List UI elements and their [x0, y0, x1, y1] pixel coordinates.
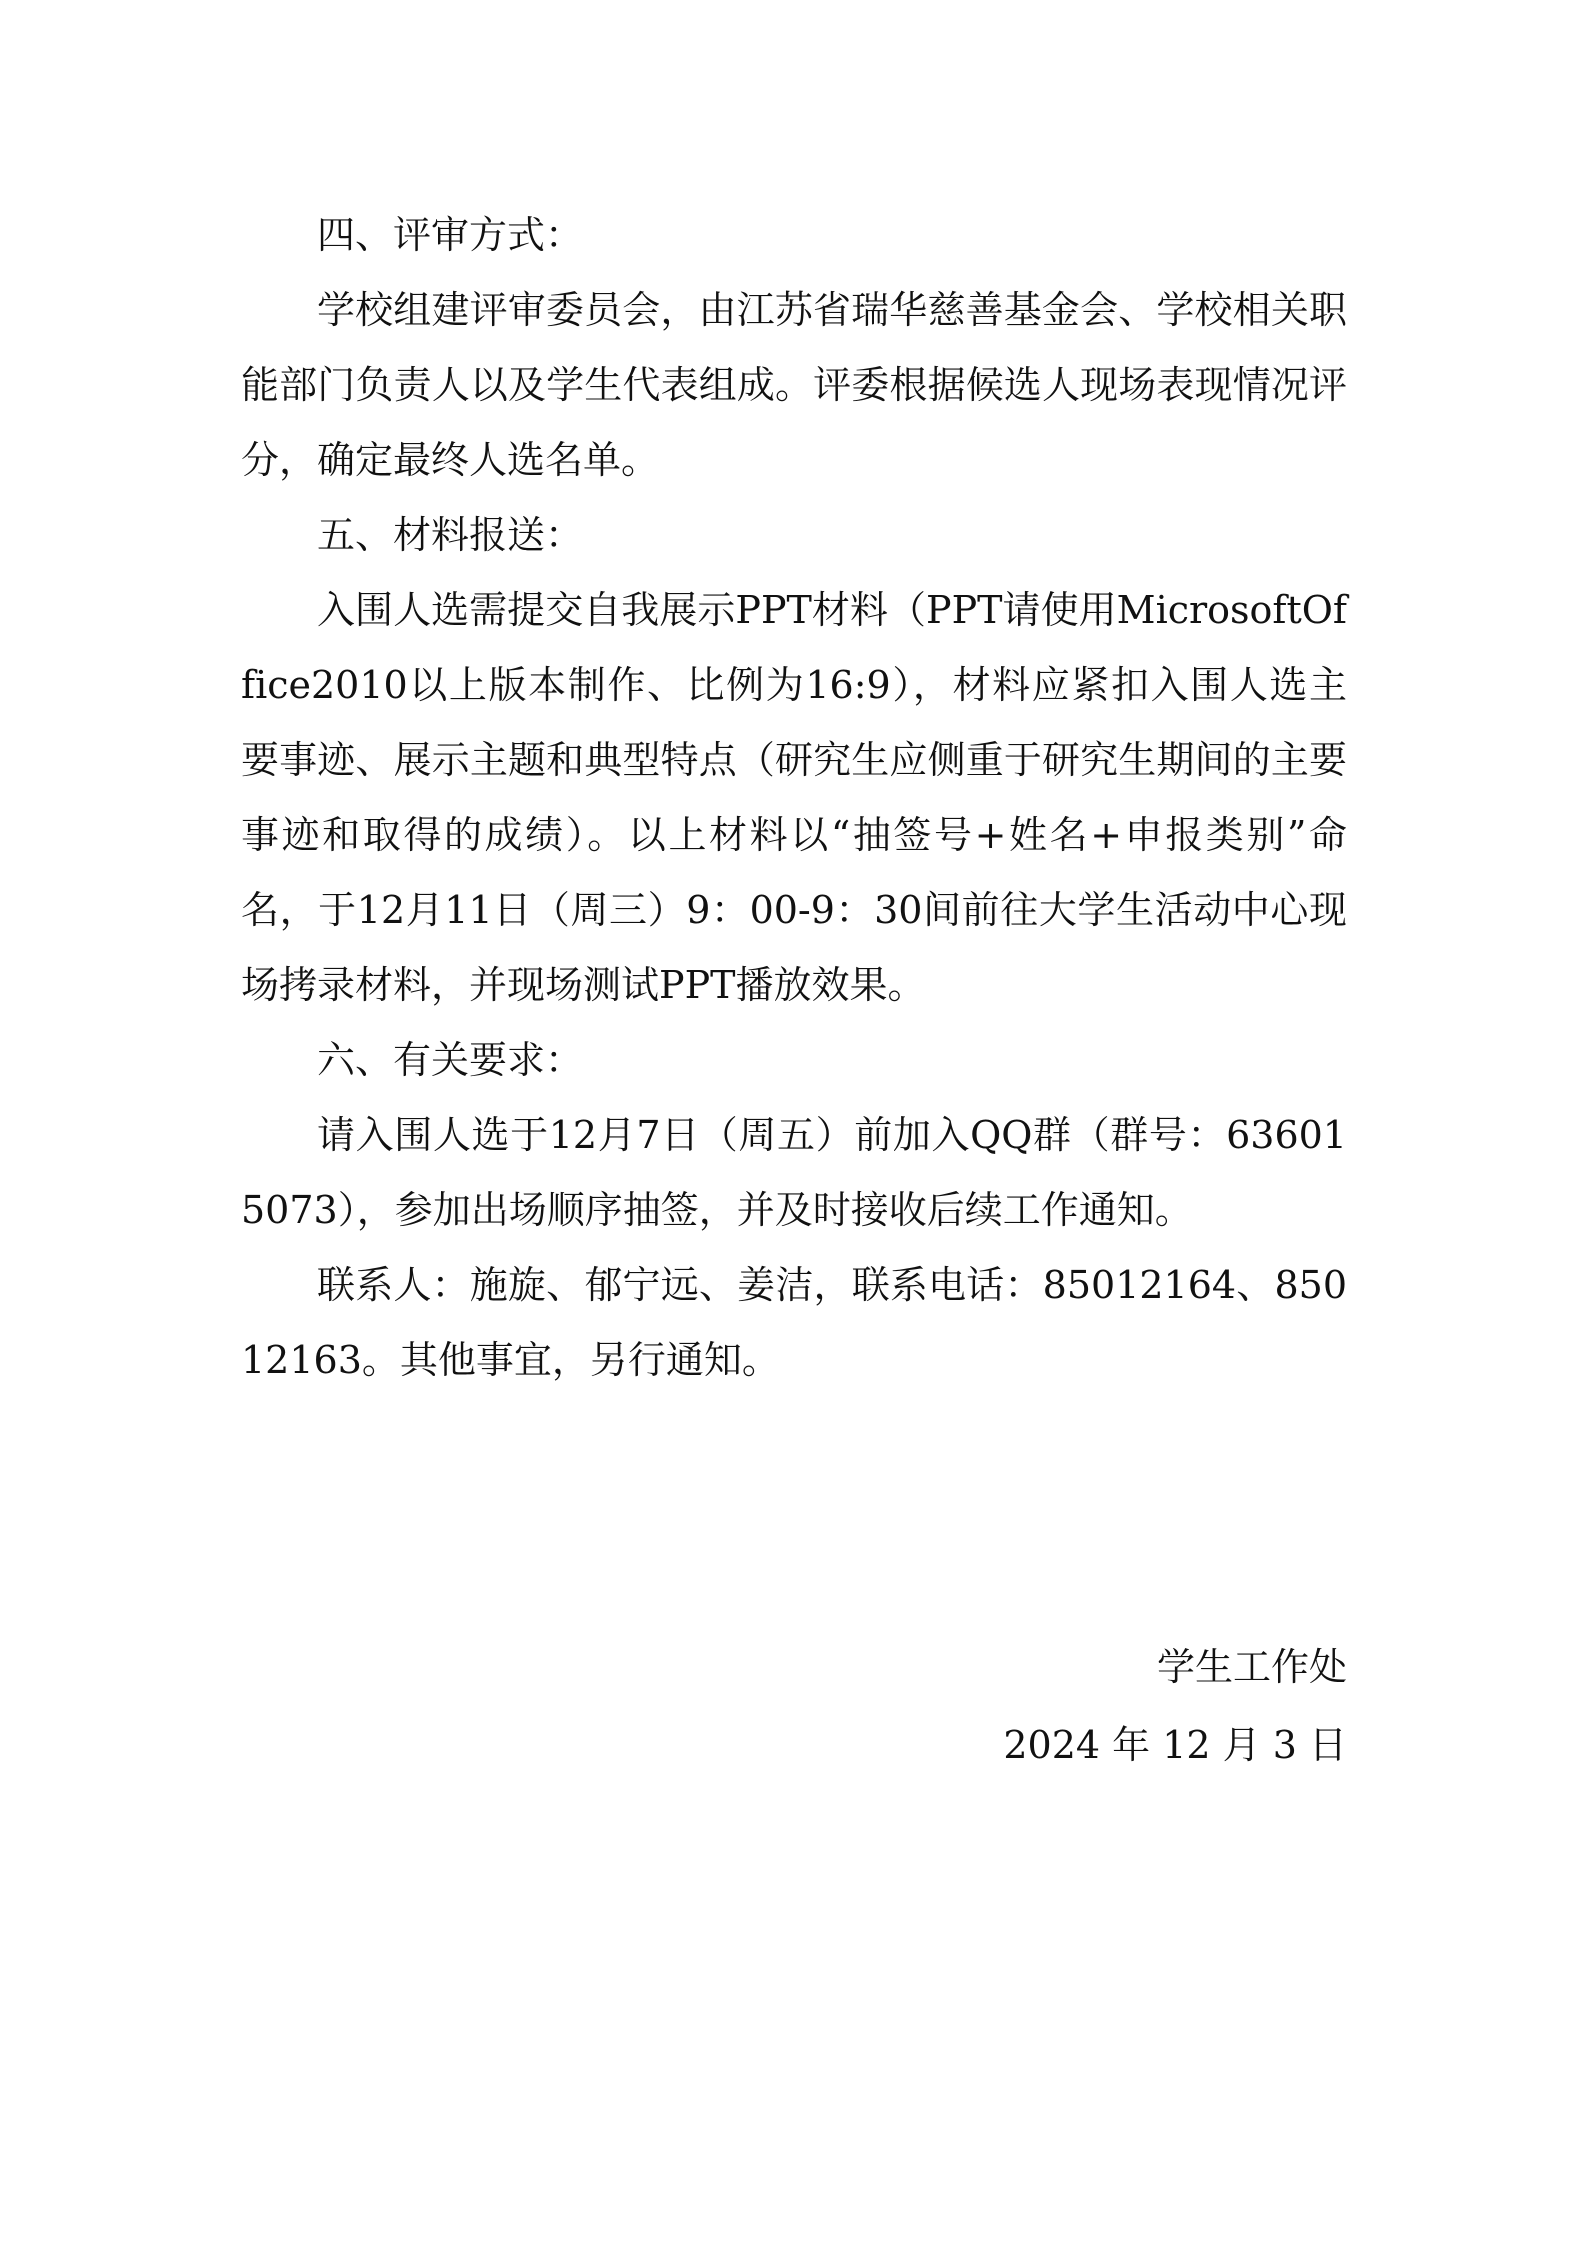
- contact-paragraph: 联系人：施旋、郁宁远、姜洁，联系电话：85012164、85012163。其他事宜，另行通知。: [241, 1263, 1347, 1382]
- document-body: [241, 198, 1347, 1398]
- body-paragraph: 入围人选需提交自我展示PPT材料（PPT请使用MicrosoftOffice2010以上版本制作、比例为16:9），材料应紧扣入围人选主要事迹、展示主题和典型特点（研究生应侧重于研究生期间的主要事迹和取得的成绩）。以上材料以“抽签号+姓名+申报类别”命名，于12月11日（周三）9：00-9：30间前往大学生活动中心现场拷录材料，并现场测试PPT播放效果。: [241, 588, 1347, 1007]
- section-heading: 五、材料报送：: [317, 513, 584, 557]
- issue-date: 2024 年 12 月 3 日: [1003, 1723, 1347, 1767]
- issuing-office: 学生工作处: [1156, 1645, 1347, 1689]
- section-heading: 四、评审方式：: [317, 213, 584, 257]
- body-paragraph: 请入围人选于12月7日（周五）前加入QQ群（群号：636015073），参加出场顺序抽签，并及时接收后续工作通知。: [241, 1113, 1347, 1232]
- body-paragraph: 学校组建评审委员会，由江苏省瑞华慈善基金会、学校相关职能部门负责人以及学生代表组成。评委根据候选人现场表现情况评分，确定最终人选名单。: [241, 288, 1347, 482]
- section-heading: 六、有关要求：: [317, 1038, 584, 1082]
- signature-block: [1003, 1628, 1347, 1784]
